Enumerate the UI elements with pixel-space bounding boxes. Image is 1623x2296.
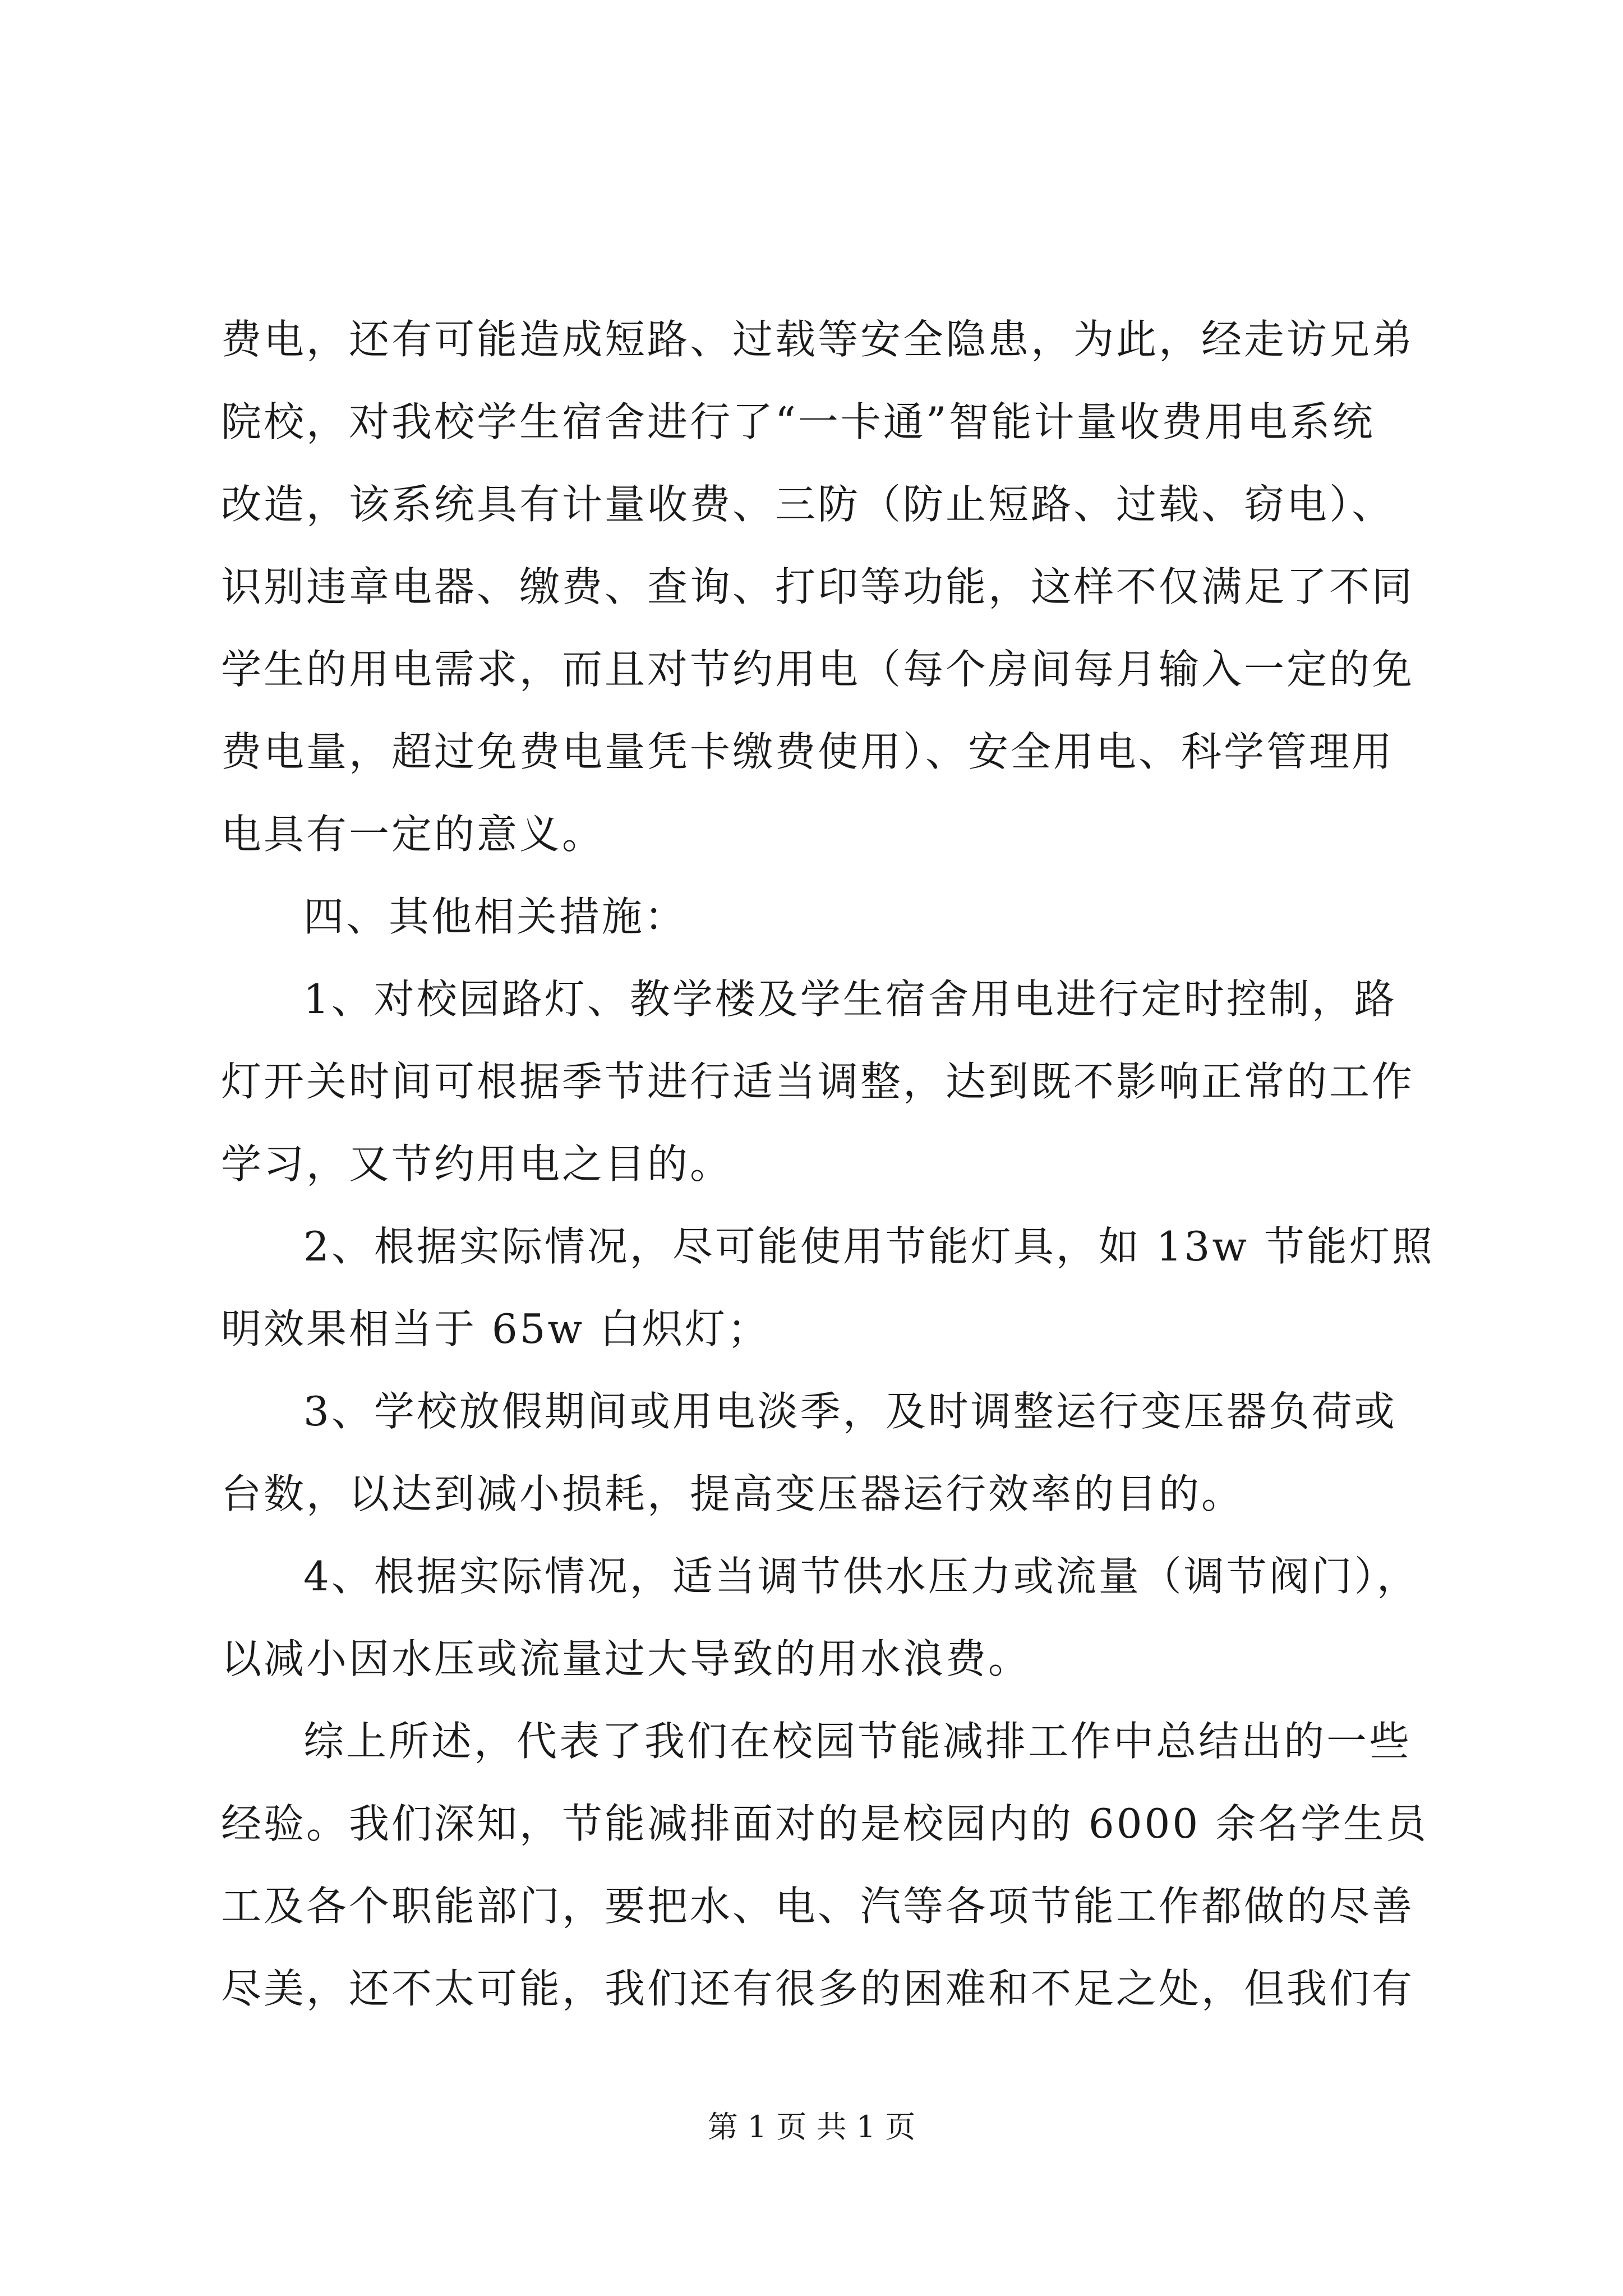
text-line: 电具有一定的意义。 <box>221 811 605 858</box>
text-line: 改造，该系统具有计量收费、三防（防止短路、过载、窃电）、 <box>221 481 1395 528</box>
text-line: 费电，还有可能造成短路、过载等安全隐患，为此，经走访兄弟 <box>221 316 1415 363</box>
text-line: 综上所述，代表了我们在校园节能减排工作中总结出的一些 <box>303 1718 1412 1765</box>
text-line: 台数，以达到减小损耗，提高变压器运行效率的目的。 <box>221 1470 1244 1517</box>
page-footer: 第 1 页 共 1 页 <box>707 2109 916 2145</box>
text-line: 4、根据实际情况，适当调节供水压力或流量（调节阀门）， <box>303 1553 1419 1600</box>
text-line: 学生的用电需求，而且对节约用电（每个房间每月输入一定的免 <box>221 646 1415 693</box>
text-line: 灯开关时间可根据季节进行适当调整，达到既不影响正常的工作 <box>221 1058 1415 1105</box>
text-line: 经验。我们深知，节能减排面对的是校园内的 6000 余名学生员 <box>221 1800 1429 1847</box>
section-heading: 四、其他相关措施： <box>303 893 688 940</box>
text-line: 3、学校放假期间或用电淡季，及时调整运行变压器负荷或 <box>303 1388 1397 1435</box>
text-line: 工及各个职能部门，要把水、电、汽等各项节能工作都做的尽善 <box>221 1883 1415 1930</box>
text-line: 2、根据实际情况，尽可能使用节能灯具，如 13w 节能灯照 <box>303 1223 1435 1270</box>
text-line: 尽美，还不太可能，我们还有很多的困难和不足之处，但我们有 <box>221 1965 1415 2012</box>
text-line: 以减小因水压或流量过大导致的用水浪费。 <box>221 1635 1031 1682</box>
text-line: 院校，对我校学生宿舍进行了“一卡通”智能计量收费用电系统 <box>221 398 1375 445</box>
text-line: 费电量，超过免费电量凭卡缴费使用）、安全用电、科学管理用 <box>221 728 1395 775</box>
text-line: 识别违章电器、缴费、查询、打印等功能，这样不仅满足了不同 <box>221 563 1415 610</box>
text-line: 明效果相当于 65w 白炽灯； <box>221 1305 771 1352</box>
text-line: 1、对校园路灯、教学楼及学生宿舍用电进行定时控制，路 <box>303 976 1397 1023</box>
text-line: 学习，又节约用电之目的。 <box>221 1140 733 1188</box>
